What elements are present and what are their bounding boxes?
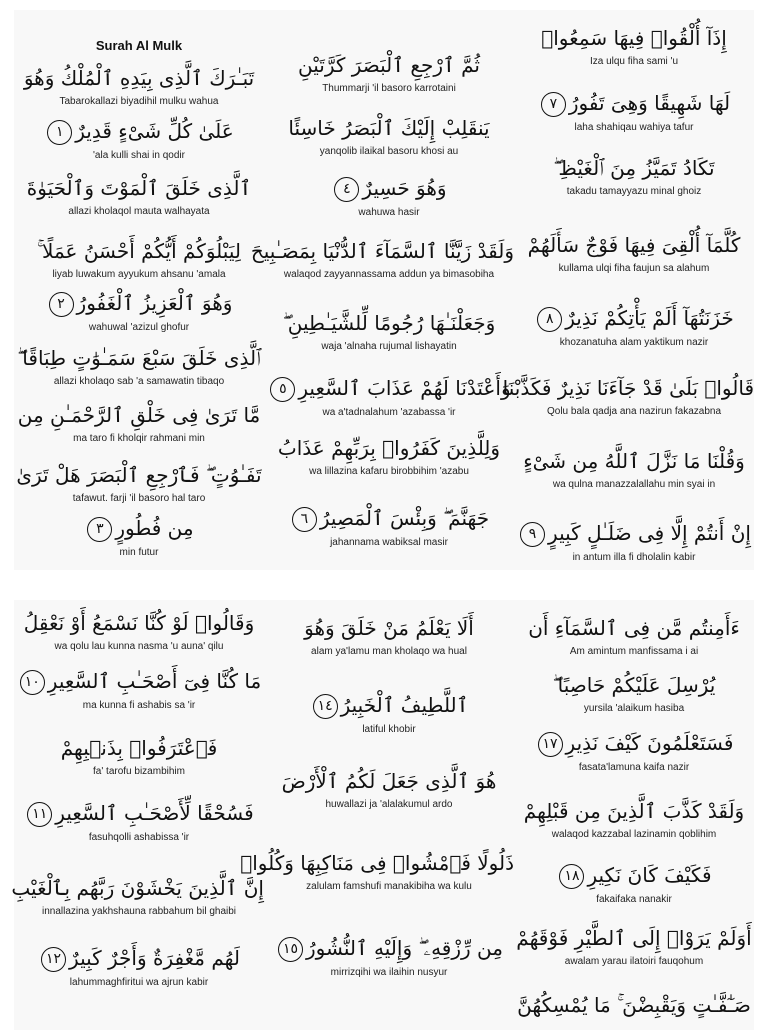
verse-block	[514, 232, 754, 275]
ayah-number-marker: ٨	[537, 307, 562, 332]
transliteration-text: fasuhqolli ashabissa 'ir	[88, 832, 190, 843]
arabic-verse-text	[264, 615, 514, 641]
arabic-text: وَلَقَدْ كَذَّبَ ٱلَّذِينَ مِن قَبْلِهِمْ	[523, 799, 745, 823]
verse-block	[514, 730, 754, 774]
verse-block	[514, 615, 754, 658]
verse-block	[14, 118, 264, 162]
arabic-verse-text	[264, 505, 514, 532]
transliteration-text: Iza ulqu fiha sami 'u	[589, 56, 679, 67]
transliteration-text: wahuwa hasir	[358, 207, 420, 218]
arabic-verse-text	[14, 238, 264, 264]
verse-block	[14, 735, 264, 778]
bottom-panel	[11, 600, 754, 1030]
verse-block	[514, 305, 754, 349]
verse-block	[14, 175, 264, 218]
arabic-text: هُوَ ٱلَّذِى جَعَلَ لَكُمُ ٱلْأَرْضَ	[281, 769, 497, 793]
arabic-text: تَبَـٰرَكَ ٱلَّذِى بِيَدِهِ ٱلْمُلْكُ وَهُوَ	[23, 66, 255, 90]
arabic-verse-text	[264, 768, 514, 794]
transliteration-text: fa' tarofu bizambihim	[93, 766, 185, 777]
arabic-text: لَهُم مَّغْفِرَةٌ وَأَجْرٌ كَبِيرٌ	[69, 946, 240, 970]
arabic-verse-text	[14, 290, 264, 317]
transliteration-text: wa qolu lau kunna nasma 'u auna' qilu	[54, 641, 224, 652]
verse-block	[514, 155, 754, 198]
arabic-text: قَالُوا۟ بَلَىٰ قَدْ جَآءَنَا نَذِيرٌ فَكَذَّبْنَا	[502, 376, 754, 400]
transliteration-text: awalam yarau ilatoiri fauqohum	[564, 956, 704, 967]
verse-block	[264, 375, 514, 419]
arabic-text: أَلَا يَعْلَمُ مَنْ خَلَقَ وَهُوَ	[304, 616, 474, 640]
arabic-verse-text	[514, 615, 754, 641]
arabic-verse-text	[264, 175, 514, 202]
arabic-verse-text	[514, 90, 754, 117]
verse-block	[264, 310, 514, 353]
transliteration-text: Thummarji 'il basoro karrotaini	[322, 83, 456, 94]
arabic-verse-text	[14, 610, 264, 636]
arabic-text: مِن فُطُورٍ	[115, 516, 194, 540]
arabic-text: وَلِلَّذِينَ كَفَرُوا۟ بِرَبِّهِمْ عَذَابُ	[277, 436, 501, 460]
transliteration-text: min futur	[119, 547, 159, 558]
transliteration-text: allazi kholaqol mauta walhayata	[68, 206, 210, 217]
ayah-number-marker: ١٧	[538, 732, 563, 757]
arabic-text: إِذَآ أُلْقُوا۟ فِيهَا سَمِعُوا۟	[541, 26, 727, 50]
arabic-verse-text	[14, 175, 264, 201]
ayah-number-marker: ٦	[292, 507, 317, 532]
verse-block	[264, 435, 514, 478]
ayah-number-marker: ٩	[520, 522, 545, 547]
arabic-text: ٱلَّذِى خَلَقَ سَبْعَ سَمَـٰوَٰتٍ طِبَاقًا ۖ	[17, 346, 261, 370]
arabic-verse-text	[240, 850, 514, 876]
verse-block	[14, 945, 264, 989]
arabic-text: ٱلَّذِى خَلَقَ ٱلْمَوْتَ وَٱلْحَيَوٰةَ	[26, 176, 252, 200]
transliteration-text: yanqolib ilaikal basoru khosi au	[319, 146, 459, 157]
arabic-text: ذَلُولًا فَٱمْشُوا۟ فِى مَنَاكِبِهَا وَكُلُوا۟	[240, 851, 514, 875]
transliteration-text: jahannama wabiksal masir	[330, 537, 448, 548]
transliteration-text: fasata'lamuna kaifa nazir	[578, 762, 690, 773]
ayah-number-marker: ١٤	[313, 694, 338, 719]
arabic-verse-text	[514, 232, 754, 258]
arabic-text: وَأَعْتَدْنَا لَهُمْ عَذَابَ ٱلسَّعِيرِ	[298, 376, 511, 400]
arabic-verse-text	[514, 672, 754, 698]
verse-block	[514, 992, 754, 1018]
arabic-verse-text	[14, 668, 264, 695]
verse-block	[514, 925, 754, 968]
arabic-text: إِنْ أَنتُمْ إِلَّا فِى ضَلَـٰلٍ كَبِيرٍ	[548, 521, 751, 545]
transliteration-text: Tabarokallazi biyadihil mulku wahua	[59, 96, 219, 107]
arabic-verse-text	[514, 798, 754, 824]
verse-block	[514, 672, 754, 715]
arabic-text: إِنَّ ٱلَّذِينَ يَخْشَوْنَ رَبَّهُم بِٱلْغَيْبِ	[11, 876, 264, 900]
ayah-number-marker: ١٠	[20, 670, 45, 695]
verse-block	[264, 692, 514, 736]
arabic-text: فَسَتَعْلَمُونَ كَيْفَ نَذِيرِ	[565, 731, 734, 755]
arabic-verse-text	[514, 520, 754, 547]
arabic-text: مَا كُنَّا فِىٓ أَصْحَـٰبِ ٱلسَّعِيرِ	[47, 669, 262, 693]
transliteration-text: latiful khobir	[362, 724, 416, 735]
transliteration-text: yursila 'alaikum hasiba	[583, 703, 685, 714]
arabic-verse-text	[264, 115, 514, 141]
transliteration-text: fakaifaka nanakir	[596, 894, 672, 905]
transliteration-text: khozanatuha alam yaktikum nazir	[559, 337, 709, 348]
transliteration-text: in antum illa fi dholalin kabir	[572, 552, 696, 563]
verse-block	[14, 65, 264, 108]
transliteration-text: wa a'tadnalahum 'azabassa 'ir	[322, 407, 456, 418]
ayah-number-marker: ٥	[270, 377, 295, 402]
transliteration-text: liyab luwakum ayyukum ahsanu 'amala	[52, 269, 226, 280]
verse-block	[502, 375, 754, 418]
transliteration-text: Qolu bala qadja ana nazirun fakazabna	[546, 406, 722, 417]
ayah-number-marker: ٧	[541, 92, 566, 117]
verse-block	[14, 290, 264, 334]
transliteration-text: laha shahiqau wahiya tafur	[574, 122, 694, 133]
ayah-number-marker: ٣	[87, 517, 112, 542]
ayah-number-marker: ١١	[27, 802, 52, 827]
arabic-verse-text	[14, 118, 264, 145]
verse-block	[14, 402, 264, 445]
verse-block	[14, 610, 264, 653]
ayah-number-marker: ١٢	[41, 947, 66, 972]
arabic-text: جَهَنَّمَ ۖ وَبِئْسَ ٱلْمَصِيرُ	[319, 506, 490, 530]
arabic-verse-text	[502, 375, 754, 401]
arabic-verse-text	[14, 800, 264, 827]
arabic-verse-text	[514, 925, 754, 951]
verse-block	[514, 862, 754, 906]
verse-block	[264, 52, 514, 95]
verse-block	[11, 875, 264, 918]
verse-block	[14, 345, 264, 388]
arabic-verse-text	[514, 25, 754, 51]
verse-block	[14, 668, 264, 712]
arabic-verse-text	[14, 462, 264, 488]
transliteration-text: 'ala kulli shai in qodir	[93, 150, 185, 161]
arabic-verse-text	[514, 448, 754, 474]
transliteration-text: wahuwal 'azizul ghofur	[88, 322, 190, 333]
transliteration-text: ma kunna fi ashabis sa 'ir	[82, 700, 196, 711]
arabic-text: عَلَىٰ كُلِّ شَىْءٍ قَدِيرٌ	[75, 119, 234, 143]
surah-title: Surah Al Mulk	[95, 38, 183, 53]
verse-block	[14, 515, 264, 559]
ayah-number-marker: ١٥	[278, 937, 303, 962]
arabic-verse-text	[14, 945, 264, 972]
arabic-verse-text	[14, 735, 264, 761]
transliteration-text: kullama ulqi fiha faujun sa alahum	[558, 263, 710, 274]
arabic-text: مَّا تَرَىٰ فِى خَلْقِ ٱلرَّحْمَـٰنِ مِن	[17, 403, 261, 427]
verse-block	[514, 798, 754, 841]
arabic-text: أَوَلَمْ يَرَوْا۟ إِلَى ٱلطَّيْرِ فَوْقَهُمْ	[516, 926, 752, 950]
arabic-verse-text	[264, 375, 514, 402]
arabic-verse-text	[514, 862, 754, 889]
arabic-text: كُلَّمَآ أُلْقِىَ فِيهَا فَوْجٌ سَأَلَهُمْ	[527, 233, 741, 257]
arabic-text: وَهُوَ ٱلْعَزِيزُ ٱلْغَفُورُ	[76, 291, 233, 315]
transliteration-text: lahummaghfiritui wa ajrun kabir	[69, 977, 209, 988]
arabic-verse-text	[14, 515, 264, 542]
arabic-text: مِن رِّزْقِهِۦ ۖ وَإِلَيْهِ ٱلنُّشُورُ	[306, 936, 503, 960]
arabic-text: وَلَقَدْ زَيَّنَّا ٱلسَّمَآءَ ٱلدُّنْيَا بِمَصَـٰبِيحَ	[250, 239, 514, 263]
top-panel	[14, 10, 754, 570]
arabic-text: ٱللَّطِيفُ ٱلْخَبِيرُ	[340, 693, 469, 717]
ayah-number-marker: ٤	[334, 177, 359, 202]
arabic-text: يَنقَلِبْ إِلَيْكَ ٱلْبَصَرُ خَاسِئًا	[288, 116, 490, 140]
arabic-verse-text	[14, 65, 264, 91]
verse-block	[514, 90, 754, 134]
transliteration-text: ma taro fi kholqir rahmani min	[73, 433, 205, 444]
arabic-verse-text	[514, 992, 754, 1018]
verse-block	[264, 768, 514, 811]
verse-block	[14, 238, 264, 281]
ayah-number-marker: ٢	[49, 292, 74, 317]
ayah-number-marker: ١٨	[559, 864, 584, 889]
arabic-verse-text	[264, 692, 514, 719]
arabic-text: تَفَـٰوُتٍ ۖ فَٱرْجِعِ ٱلْبَصَرَ هَلْ تَرَىٰ	[16, 463, 262, 487]
arabic-text: خَزَنَتُهَآ أَلَمْ يَأْتِكُمْ نَذِيرٌ	[565, 306, 734, 330]
arabic-verse-text	[14, 402, 264, 428]
arabic-text: يُرْسِلَ عَلَيْكُمْ حَاصِبًا ۖ	[552, 673, 716, 697]
arabic-verse-text	[14, 345, 264, 371]
arabic-text: فَسُحْقًا لِّأَصْحَـٰبِ ٱلسَّعِيرِ	[55, 801, 254, 825]
verse-block	[14, 462, 264, 505]
verse-block	[14, 800, 264, 844]
arabic-verse-text	[514, 155, 754, 181]
transliteration-text: innallazina yakhshauna rabbahum bil ghaibi	[41, 906, 237, 917]
arabic-verse-text	[11, 875, 264, 901]
ayah-number-marker: ١	[47, 120, 72, 145]
transliteration-text: alam ya'lamu man kholaqo wa hual	[311, 646, 467, 657]
arabic-text: وَجَعَلْنَـٰهَا رُجُومًا لِّلشَّيَـٰطِينِ ۖ	[282, 311, 496, 335]
transliteration-text: tafawut. farji 'il basoro hal taro	[72, 493, 206, 504]
arabic-text: وَقُلْنَا مَا نَزَّلَ ٱللَّهُ مِن شَىْءٍ	[523, 449, 745, 473]
arabic-verse-text	[514, 730, 754, 757]
verse-block	[264, 175, 514, 219]
transliteration-text: takadu tamayyazu minal ghoiz	[566, 186, 702, 197]
transliteration-text: waja 'alnaha rujumal lishayatin	[321, 341, 457, 352]
arabic-text: لِيَبْلُوَكُمْ أَيُّكُمْ أَحْسَنُ عَمَلًا ۚ	[37, 239, 241, 263]
arabic-verse-text	[264, 935, 514, 962]
verse-block	[514, 448, 754, 491]
arabic-text: صَـٰٓفَّـٰتٍ وَيَقْبِضْنَ ۚ مَا يُمْسِكُهُنَّ	[517, 993, 751, 1017]
verse-block	[514, 25, 754, 68]
arabic-verse-text	[250, 238, 514, 264]
arabic-text: فَٱعْتَرَفُوا۟ بِذَنۢبِهِمْ	[60, 736, 218, 760]
transliteration-text: mirrizqihi wa ilaihin nusyur	[330, 967, 448, 978]
verse-block	[264, 615, 514, 658]
transliteration-text: allazi kholaqo sab 'a samawatin tibaqo	[53, 376, 225, 387]
arabic-verse-text	[514, 305, 754, 332]
transliteration-text: wa qulna manazzalallahu min syai in	[552, 479, 716, 490]
arabic-text: فَكَيْفَ كَانَ نَكِيرِ	[587, 863, 712, 887]
transliteration-text: huwallazi ja 'alalakumul ardo	[325, 799, 453, 810]
arabic-text: ءَأَمِنتُم مَّن فِى ٱلسَّمَآءِ أَن	[528, 616, 740, 640]
verse-block	[264, 935, 514, 979]
arabic-verse-text	[264, 310, 514, 336]
verse-block	[240, 850, 514, 893]
verse-block	[250, 238, 514, 281]
transliteration-text: Am amintum manfissama i ai	[569, 646, 699, 657]
verse-block	[264, 115, 514, 158]
arabic-text: وَقَالُوا۟ لَوْ كُنَّا نَسْمَعُ أَوْ نَعْقِلُ	[23, 611, 255, 635]
arabic-verse-text	[264, 435, 514, 461]
verse-block	[514, 520, 754, 564]
transliteration-text: wa lillazina kafaru birobbihim 'azabu	[309, 466, 469, 477]
arabic-text: ثُمَّ ٱرْجِعِ ٱلْبَصَرَ كَرَّتَيْنِ	[298, 53, 480, 77]
arabic-text: تَكَادُ تَمَيَّزُ مِنَ ٱلْغَيْظِ ۖ	[553, 156, 715, 180]
transliteration-text: zalulam famshufi manakibiha wa kulu	[306, 881, 472, 892]
arabic-text: وَهُوَ حَسِيرٌ	[362, 176, 447, 200]
arabic-verse-text	[264, 52, 514, 78]
arabic-text: لَهَا شَهِيقًا وَهِىَ تَفُورُ	[568, 91, 731, 115]
verse-block	[264, 505, 514, 549]
transliteration-text: walaqod zayyannassama addun ya bimasobiha	[283, 269, 495, 280]
transliteration-text: walaqod kazzabal lazinamin qoblihim	[551, 829, 717, 840]
